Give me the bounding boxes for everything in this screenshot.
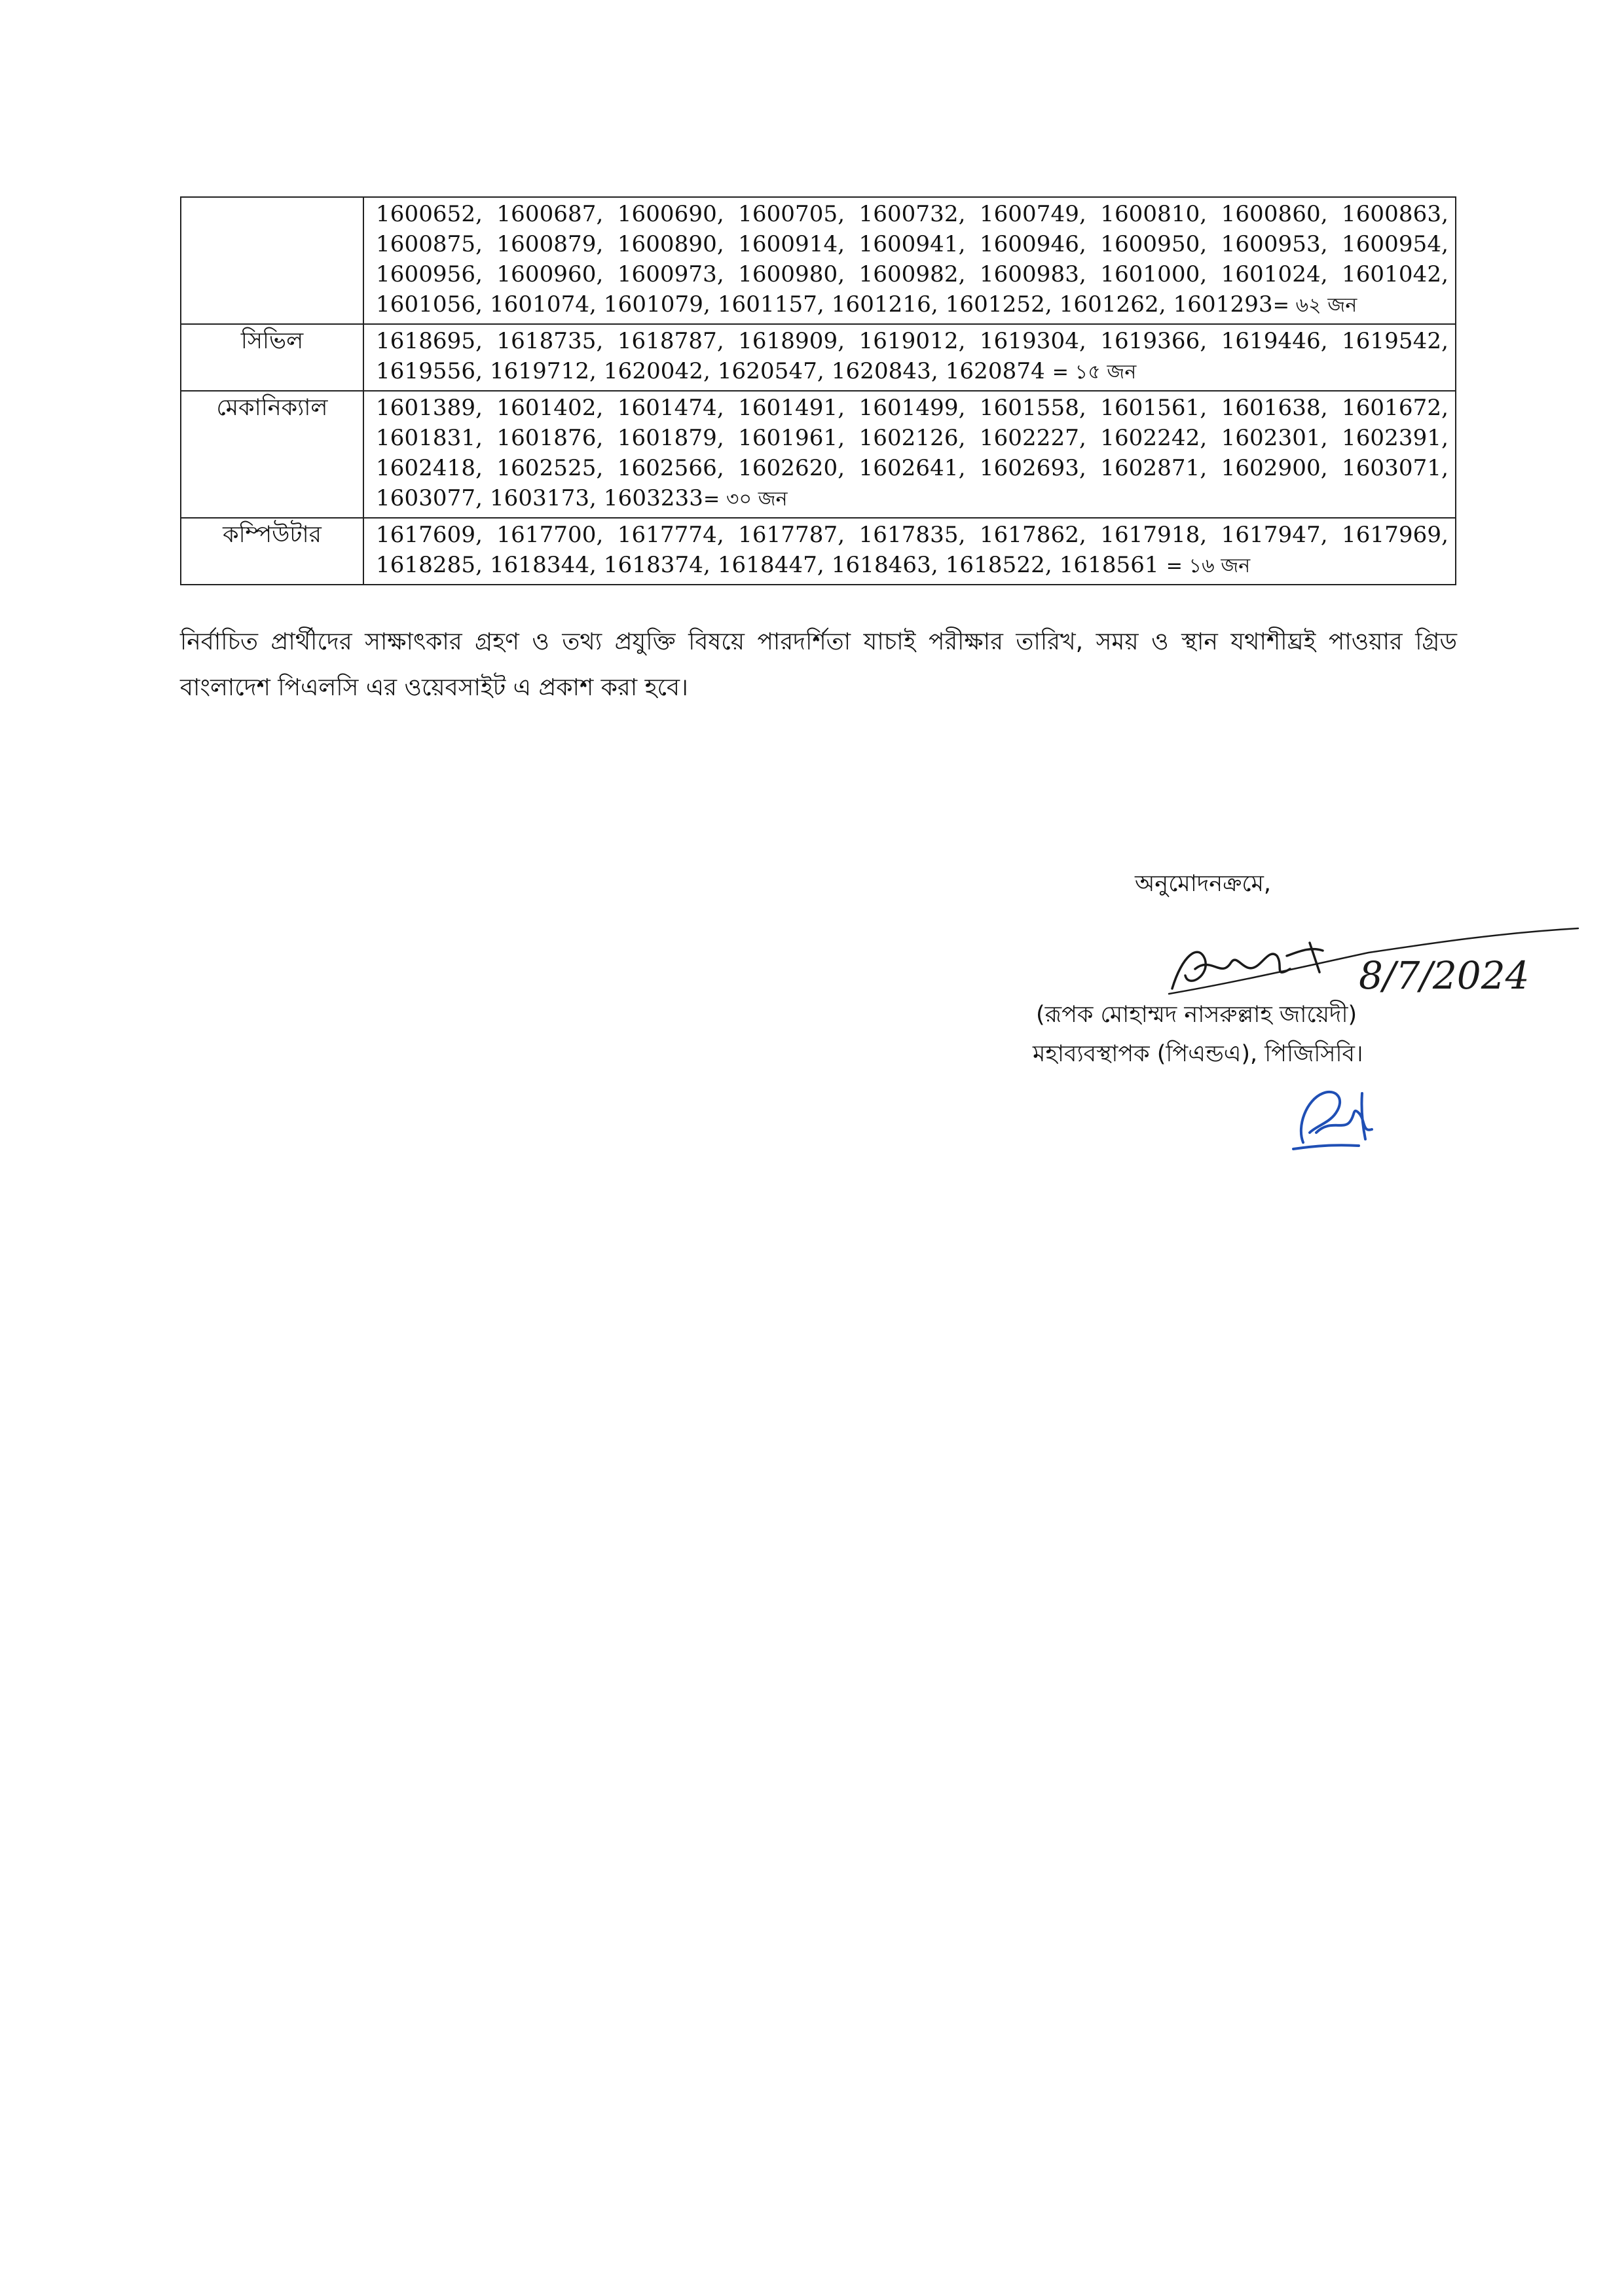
candidate-count: = ৬২ জন (1272, 294, 1357, 317)
svg-text:8/7/2024: 8/7/2024 (1359, 953, 1530, 998)
approval-text: অনুমোদনক্রমে, (1135, 871, 1272, 897)
signer-title: মহাব্যবস্থাপক (পিএন্ডএ), পিজিসিবি। (1033, 1041, 1363, 1067)
candidate-count: = ১৫ জন (1052, 361, 1137, 384)
roll-numbers-cell (363, 324, 1456, 391)
department-cell: মেকানিক্যাল (181, 391, 363, 518)
results-table (180, 196, 1456, 585)
notice-paragraph: নির্বাচিত প্রার্থীদের সাক্ষাৎকার গ্রহণ ও তথ্য প্রযুক্তি বিষয়ে পারদর্শিতা যাচাই পরীক্ষার তারিখ, সময় ও স্থান যথাশীঘ্রই পাওয়ার গ্রিড বাংলাদেশ পিএলসি এর ওয়েবসাইট এ প্রকাশ করা হবে। (180, 629, 1457, 701)
candidate-count: = ১৬ জন (1166, 555, 1251, 577)
roll-numbers: 1600652, 1600687, 1600690, 1600705, 1600732, 1600749, 1600810, 1600860, 1600863, 1600875, 1600879, 1600890, 1600914, 1600941, 1600946, 1600950, 1600953, 1600954, 1600956, 1600960, 1600973, 1600980, 1600982, 1600983, 1601000, 1601024, 1601042, 1601056, 1601074, 1601079, 1601157, 1601216, 1601252, 1601262, 1601293 (376, 201, 1449, 318)
results-row (181, 391, 1456, 518)
roll-numbers: 1618695, 1618735, 1618787, 1618909, 1619012, 1619304, 1619366, 1619446, 1619542, 1619556, 1619712, 1620042, 1620547, 1620843, 1620874 (376, 328, 1449, 384)
signature-date (1359, 953, 1530, 998)
initial-signature-image (1290, 1067, 1388, 1165)
signer-name: (রূপক মোহাম্মদ নাসরুল্লাহ জায়েদী) (1036, 1002, 1357, 1028)
department-cell (181, 197, 363, 324)
department-cell: সিভিল (181, 324, 363, 391)
results-row (181, 324, 1456, 391)
roll-numbers-cell (363, 391, 1456, 518)
roll-numbers-cell (363, 518, 1456, 585)
department-cell: কম্পিউটার (181, 518, 363, 585)
roll-numbers-cell (363, 197, 1456, 324)
results-row (181, 518, 1456, 585)
results-row (181, 197, 1456, 324)
roll-numbers: 1601389, 1601402, 1601474, 1601491, 1601499, 1601558, 1601561, 1601638, 1601672, 1601831, 1601876, 1601879, 1601961, 1602126, 1602227, 1602242, 1602301, 1602391, 1602418, 1602525, 1602566, 1602620, 1602641, 1602693, 1602871, 1602900, 1603071, 1603077, 1603173, 1603233 (376, 395, 1449, 511)
candidate-count: = ৩০ জন (703, 488, 788, 511)
roll-numbers: 1617609, 1617700, 1617774, 1617787, 1617835, 1617862, 1617918, 1617947, 1617969, 1618285, 1618344, 1618374, 1618447, 1618463, 1618522, 1618561 (376, 522, 1449, 578)
